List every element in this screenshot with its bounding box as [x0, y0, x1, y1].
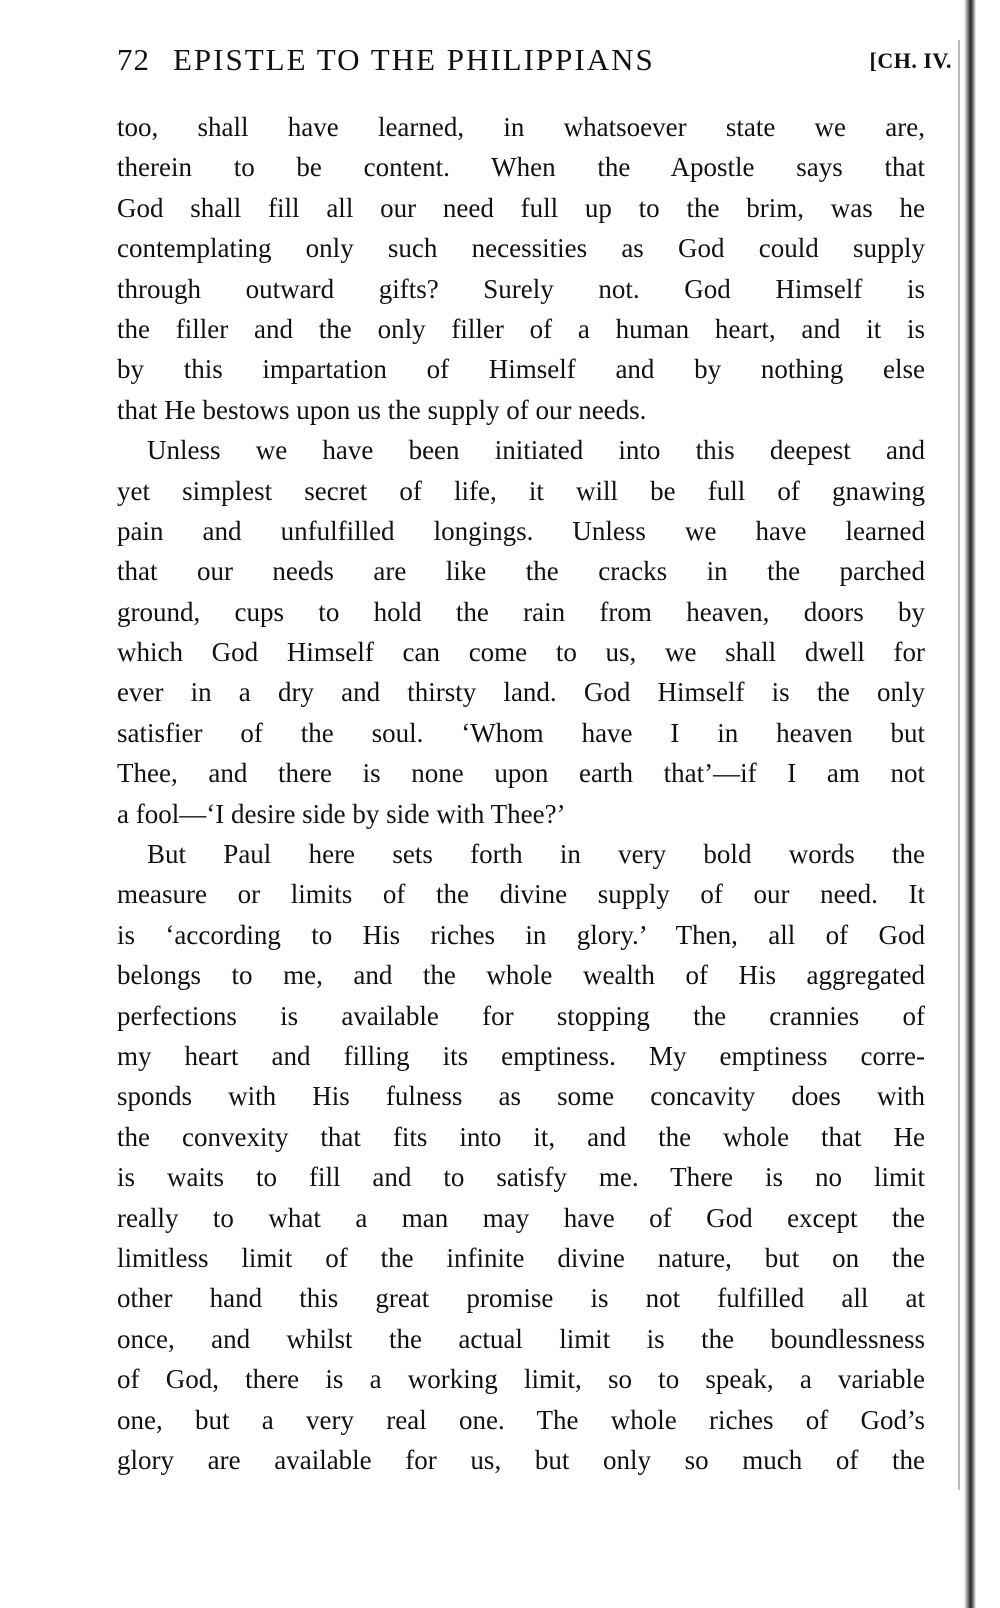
paragraph	[117, 430, 925, 834]
text-line: that He bestows upon us the supply of our needs.	[117, 394, 647, 425]
text-line: sponds with His fulness as some concavity does with	[117, 1081, 925, 1112]
body-text	[117, 107, 925, 1480]
text-line: one, but a very real one. The whole riches of God’s	[117, 1404, 925, 1435]
text-line: limitless limit of the infinite divine nature, but on the	[117, 1242, 925, 1273]
text-line: is ‘according to His riches in glory.’ Then, all of God	[117, 919, 925, 950]
text-line: yet simplest secret of life, it will be full of gnawing	[117, 475, 925, 506]
text-line: satisfier of the soul. ‘Whom have I in heaven but	[117, 717, 925, 748]
page-edge-shadow	[958, 40, 960, 1490]
text-line: pain and unfulfilled longings. Unless we have learned	[117, 515, 925, 546]
text-line: ground, cups to hold the rain from heaven, doors by	[117, 596, 925, 627]
text-line: my heart and filling its emptiness. My emptiness corre-	[117, 1040, 925, 1071]
text-line: by this impartation of Himself and by nothing else	[117, 354, 925, 385]
text-line: through outward gifts? Surely not. God Himself is	[117, 273, 925, 304]
paragraph	[117, 834, 925, 1480]
running-title: EPISTLE TO THE PHILIPPIANS	[173, 42, 655, 77]
text-line: a fool—‘I desire side by side with Thee?’	[117, 798, 566, 829]
text-line: God shall fill all our need full up to the brim, was he	[117, 192, 925, 223]
text-line: which God Himself can come to us, we shall dwell for	[117, 637, 925, 668]
text-line: of God, there is a working limit, so to speak, a variable	[117, 1364, 925, 1395]
page-number: 72	[117, 42, 150, 77]
text-line: that our needs are like the cracks in the parched	[117, 556, 925, 587]
text-line: the filler and the only filler of a human heart, and it is	[117, 313, 925, 344]
chapter-label: [CH. IV.	[869, 48, 952, 73]
text-line: is waits to fill and to satisfy me. There is no limit	[117, 1162, 925, 1193]
text-line: glory are available for us, but only so much of the	[117, 1444, 925, 1475]
text-line: But Paul here sets forth in very bold words the	[147, 839, 925, 870]
text-line: other hand this great promise is not fulfilled all at	[117, 1283, 925, 1314]
text-line: ever in a dry and thirsty land. God Himself is the only	[117, 677, 925, 708]
text-line: contemplating only such necessities as God could supply	[117, 233, 925, 264]
text-line: belongs to me, and the whole wealth of His aggregated	[117, 960, 925, 991]
paragraph	[117, 107, 925, 430]
text-line: perfections is available for stopping the crannies of	[117, 1000, 925, 1031]
text-line: measure or limits of the divine supply of our need. It	[117, 879, 925, 910]
text-line: too, shall have learned, in whatsoever state we are,	[117, 112, 925, 142]
page-edge-binding	[964, 0, 976, 1608]
text-line: Unless we have been initiated into this deepest and	[147, 435, 925, 466]
text-line: therein to be content. When the Apostle says that	[117, 152, 925, 183]
text-line: really to what a man may have of God except the	[117, 1202, 925, 1233]
text-line: the convexity that fits into it, and the whole that He	[117, 1121, 925, 1152]
text-line: Thee, and there is none upon earth that’—if I am not	[117, 758, 925, 789]
running-header	[117, 42, 952, 82]
text-line: once, and whilst the actual limit is the boundlessness	[117, 1323, 925, 1354]
